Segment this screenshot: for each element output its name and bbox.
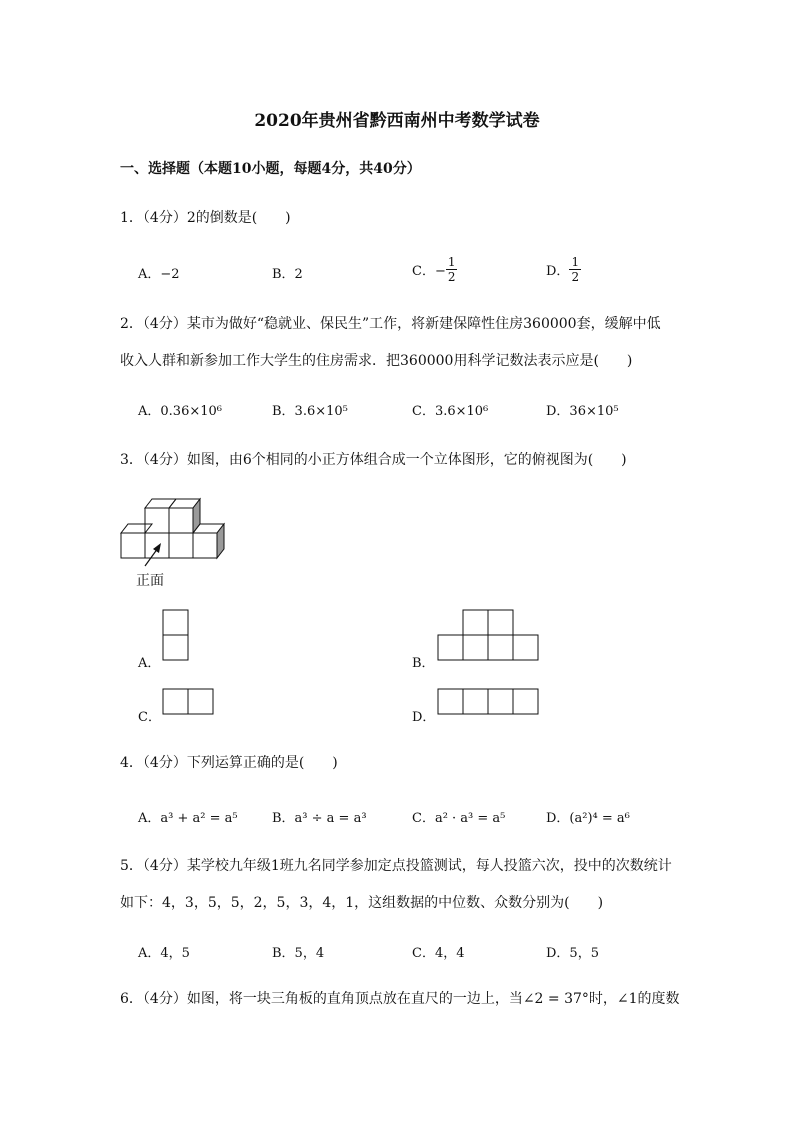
option-b-shape (437, 609, 541, 663)
fraction-denominator: 2 (571, 270, 580, 284)
fraction (446, 255, 458, 284)
option-d-shape (437, 688, 541, 716)
question-1-option-d (546, 255, 581, 284)
figure-label-front: 正面 (136, 573, 164, 589)
question-1-option-a: A．−2 (138, 267, 180, 282)
question-6-stem: 6．（4分）如图，将一块三角板的直角顶点放在直尺的一边上，当∠2 = 37°时，∠1的度数 (120, 991, 680, 1007)
question-5-option-b: B．5，4 (272, 946, 325, 961)
question-3-option-c: C． (138, 710, 161, 725)
question-5-option-a: A．4，5 (138, 946, 190, 961)
question-3-stem: 3．（4分）如图，由6个相同的小正方体组合成一个立体图形，它的俯视图为( ) (120, 452, 627, 468)
arrow-icon (145, 543, 161, 566)
question-5-option-d: D．5，5 (546, 946, 599, 961)
question-2-option-c: C．3.6×10⁶ (412, 404, 489, 419)
option-c-shape (162, 688, 216, 716)
question-4-stem: 4．（4分）下列运算正确的是( ) (120, 755, 338, 771)
question-5-option-c: C．4，4 (412, 946, 465, 961)
question-4-option-a: A．a³ + a² = a⁵ (138, 811, 238, 826)
question-5-stem: 5．（4分）某学校九年级1班九名同学参加定点投篮测试，每人投篮六次，投中的次数统计 (120, 858, 672, 874)
question-4-option-d: D．(a²)⁴ = a⁶ (546, 811, 630, 826)
fraction-denominator: 2 (447, 270, 456, 284)
section-heading: 一、选择题（本题10小题，每题4分，共40分） (120, 161, 421, 177)
question-4-option-c: C．a² · a³ = a⁵ (412, 811, 506, 826)
question-2-stem: 2．（4分）某市为做好“稳就业、保民生”工作，将新建保障性住房360000套，缓解中低 (120, 316, 661, 332)
page-title: 2020年贵州省黔西南州中考数学试卷 (254, 111, 540, 131)
question-2-option-a: A．0.36×10⁶ (138, 404, 222, 419)
fraction-numerator: 1 (447, 255, 456, 269)
question-2-stem-continued: 收入人群和新参加工作大学生的住房需求．把360000用科学记数法表示应是( ) (120, 353, 633, 369)
question-3-option-d: D． (412, 710, 436, 725)
question-1-option-c (412, 255, 457, 284)
question-2-option-d: D．36×10⁵ (546, 404, 619, 419)
option-d-prefix: D． (546, 264, 570, 279)
question-1-option-b: B．2 (272, 267, 303, 282)
question-4-option-b: B．a³ ÷ a = a³ (272, 811, 367, 826)
question-5-stem-continued: 如下：4，3，5，5，2，5，3，4，1，这组数据的中位数、众数分别为( ) (120, 895, 604, 911)
question-2-option-b: B．3.6×10⁵ (272, 404, 348, 419)
cube-stack-figure (118, 496, 238, 564)
question-3-option-b: B． (412, 656, 435, 671)
question-3-option-a: A． (138, 656, 161, 671)
option-a-shape (162, 609, 190, 663)
fraction (569, 255, 581, 284)
option-c-prefix: C．− (412, 264, 446, 279)
question-1-stem: 1．（4分）2的倒数是( ) (120, 210, 291, 226)
fraction-numerator: 1 (571, 255, 580, 269)
